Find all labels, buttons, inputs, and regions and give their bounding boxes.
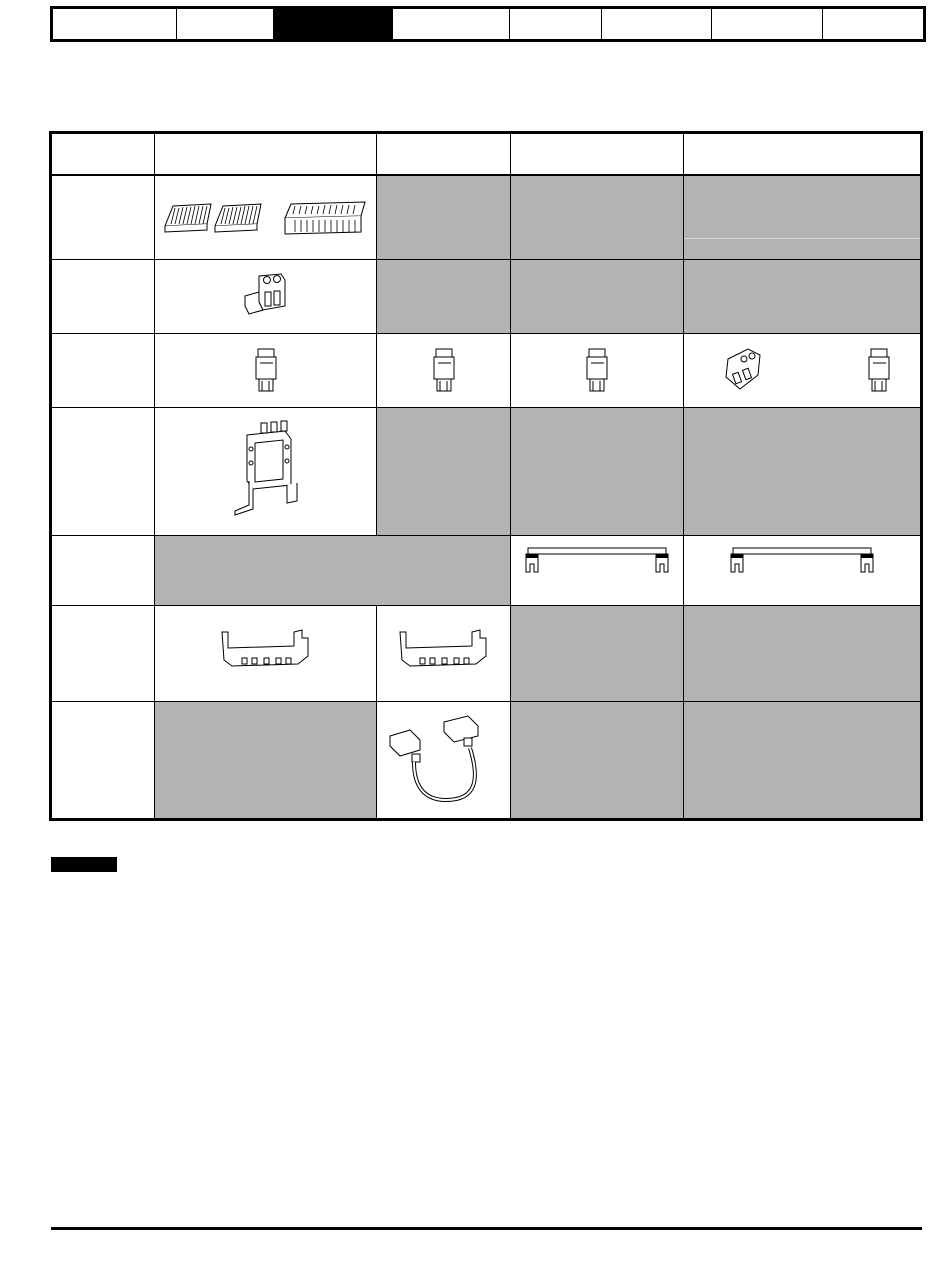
- nav-section-4[interactable]: [393, 9, 510, 39]
- two-way-plug-icon: [429, 345, 459, 395]
- header-column-3: [511, 133, 684, 176]
- table-cell-not-supplied: [684, 259, 922, 333]
- mounting-bracket-icon: [522, 544, 672, 584]
- table-cell-not-supplied: [377, 175, 511, 259]
- row-label: [51, 175, 155, 259]
- table-cell-not-supplied: [511, 175, 684, 259]
- table-cell-not-supplied: [155, 701, 377, 819]
- table-header-row: [51, 133, 922, 176]
- nav-section-6[interactable]: [602, 9, 712, 39]
- header-column-2: [377, 133, 511, 176]
- table-cell-not-supplied: [684, 175, 922, 259]
- table-cell-not-supplied: [377, 259, 511, 333]
- angled-plug-icon: [722, 345, 766, 395]
- top-navigation-bar: [50, 6, 926, 42]
- table-cell: [155, 605, 377, 701]
- header-description: [51, 133, 155, 176]
- nav-section-3-active[interactable]: [274, 9, 393, 39]
- grounding-clamp-icon: [396, 628, 492, 678]
- nav-section-5[interactable]: [510, 9, 602, 39]
- header-column-1: [155, 133, 377, 176]
- table-row: [51, 175, 922, 259]
- interconnect-cable-icon: [384, 710, 504, 810]
- footer-rule: [51, 1227, 922, 1230]
- two-way-plug-icon: [582, 345, 612, 395]
- relay-terminal-plug-icon: [241, 270, 291, 322]
- nav-section-2[interactable]: [177, 9, 274, 39]
- grounding-clamp-icon: [218, 628, 314, 678]
- mounting-bracket-icon: [727, 544, 877, 584]
- table-cell: [684, 333, 922, 407]
- row-label: [51, 535, 155, 605]
- table-cell-not-supplied: [511, 701, 684, 819]
- table-cell: [511, 333, 684, 407]
- table-row: [51, 259, 922, 333]
- control-terminal-plugs-icon: [161, 194, 371, 240]
- nav-section-8[interactable]: [823, 9, 923, 39]
- table-row: [51, 407, 922, 535]
- two-way-plug-icon: [251, 345, 281, 395]
- table-cell-not-supplied: [511, 407, 684, 535]
- parts-supplied-table: [49, 131, 923, 821]
- table-cell-not-supplied: [684, 605, 922, 701]
- table-cell-not-supplied: [511, 605, 684, 701]
- table-row: [51, 605, 922, 701]
- row-label: [51, 333, 155, 407]
- table-cell: [155, 175, 377, 259]
- table-cell-not-supplied: [684, 701, 922, 819]
- table-row: [51, 535, 922, 605]
- table-cell-not-supplied: [684, 407, 922, 535]
- table-cell: [377, 605, 511, 701]
- table-row: [51, 333, 922, 407]
- note-tag: [51, 857, 117, 872]
- grounding-bracket-icon: [221, 419, 311, 523]
- header-column-4: [684, 133, 922, 176]
- table-cell: [377, 701, 511, 819]
- table-cell-not-supplied: [511, 259, 684, 333]
- table-cell: [155, 333, 377, 407]
- row-label: [51, 259, 155, 333]
- table-cell-not-supplied: [377, 407, 511, 535]
- row-label: [51, 701, 155, 819]
- table-row: [51, 701, 922, 819]
- table-cell: [155, 407, 377, 535]
- two-way-plug-icon: [864, 345, 894, 395]
- row-label: [51, 605, 155, 701]
- table-cell: [511, 535, 684, 605]
- row-label: [51, 407, 155, 535]
- table-cell-not-supplied: [155, 535, 511, 605]
- table-cell: [155, 259, 377, 333]
- table-cell: [684, 535, 922, 605]
- nav-section-7[interactable]: [712, 9, 823, 39]
- nav-section-1[interactable]: [53, 9, 177, 39]
- table-cell: [377, 333, 511, 407]
